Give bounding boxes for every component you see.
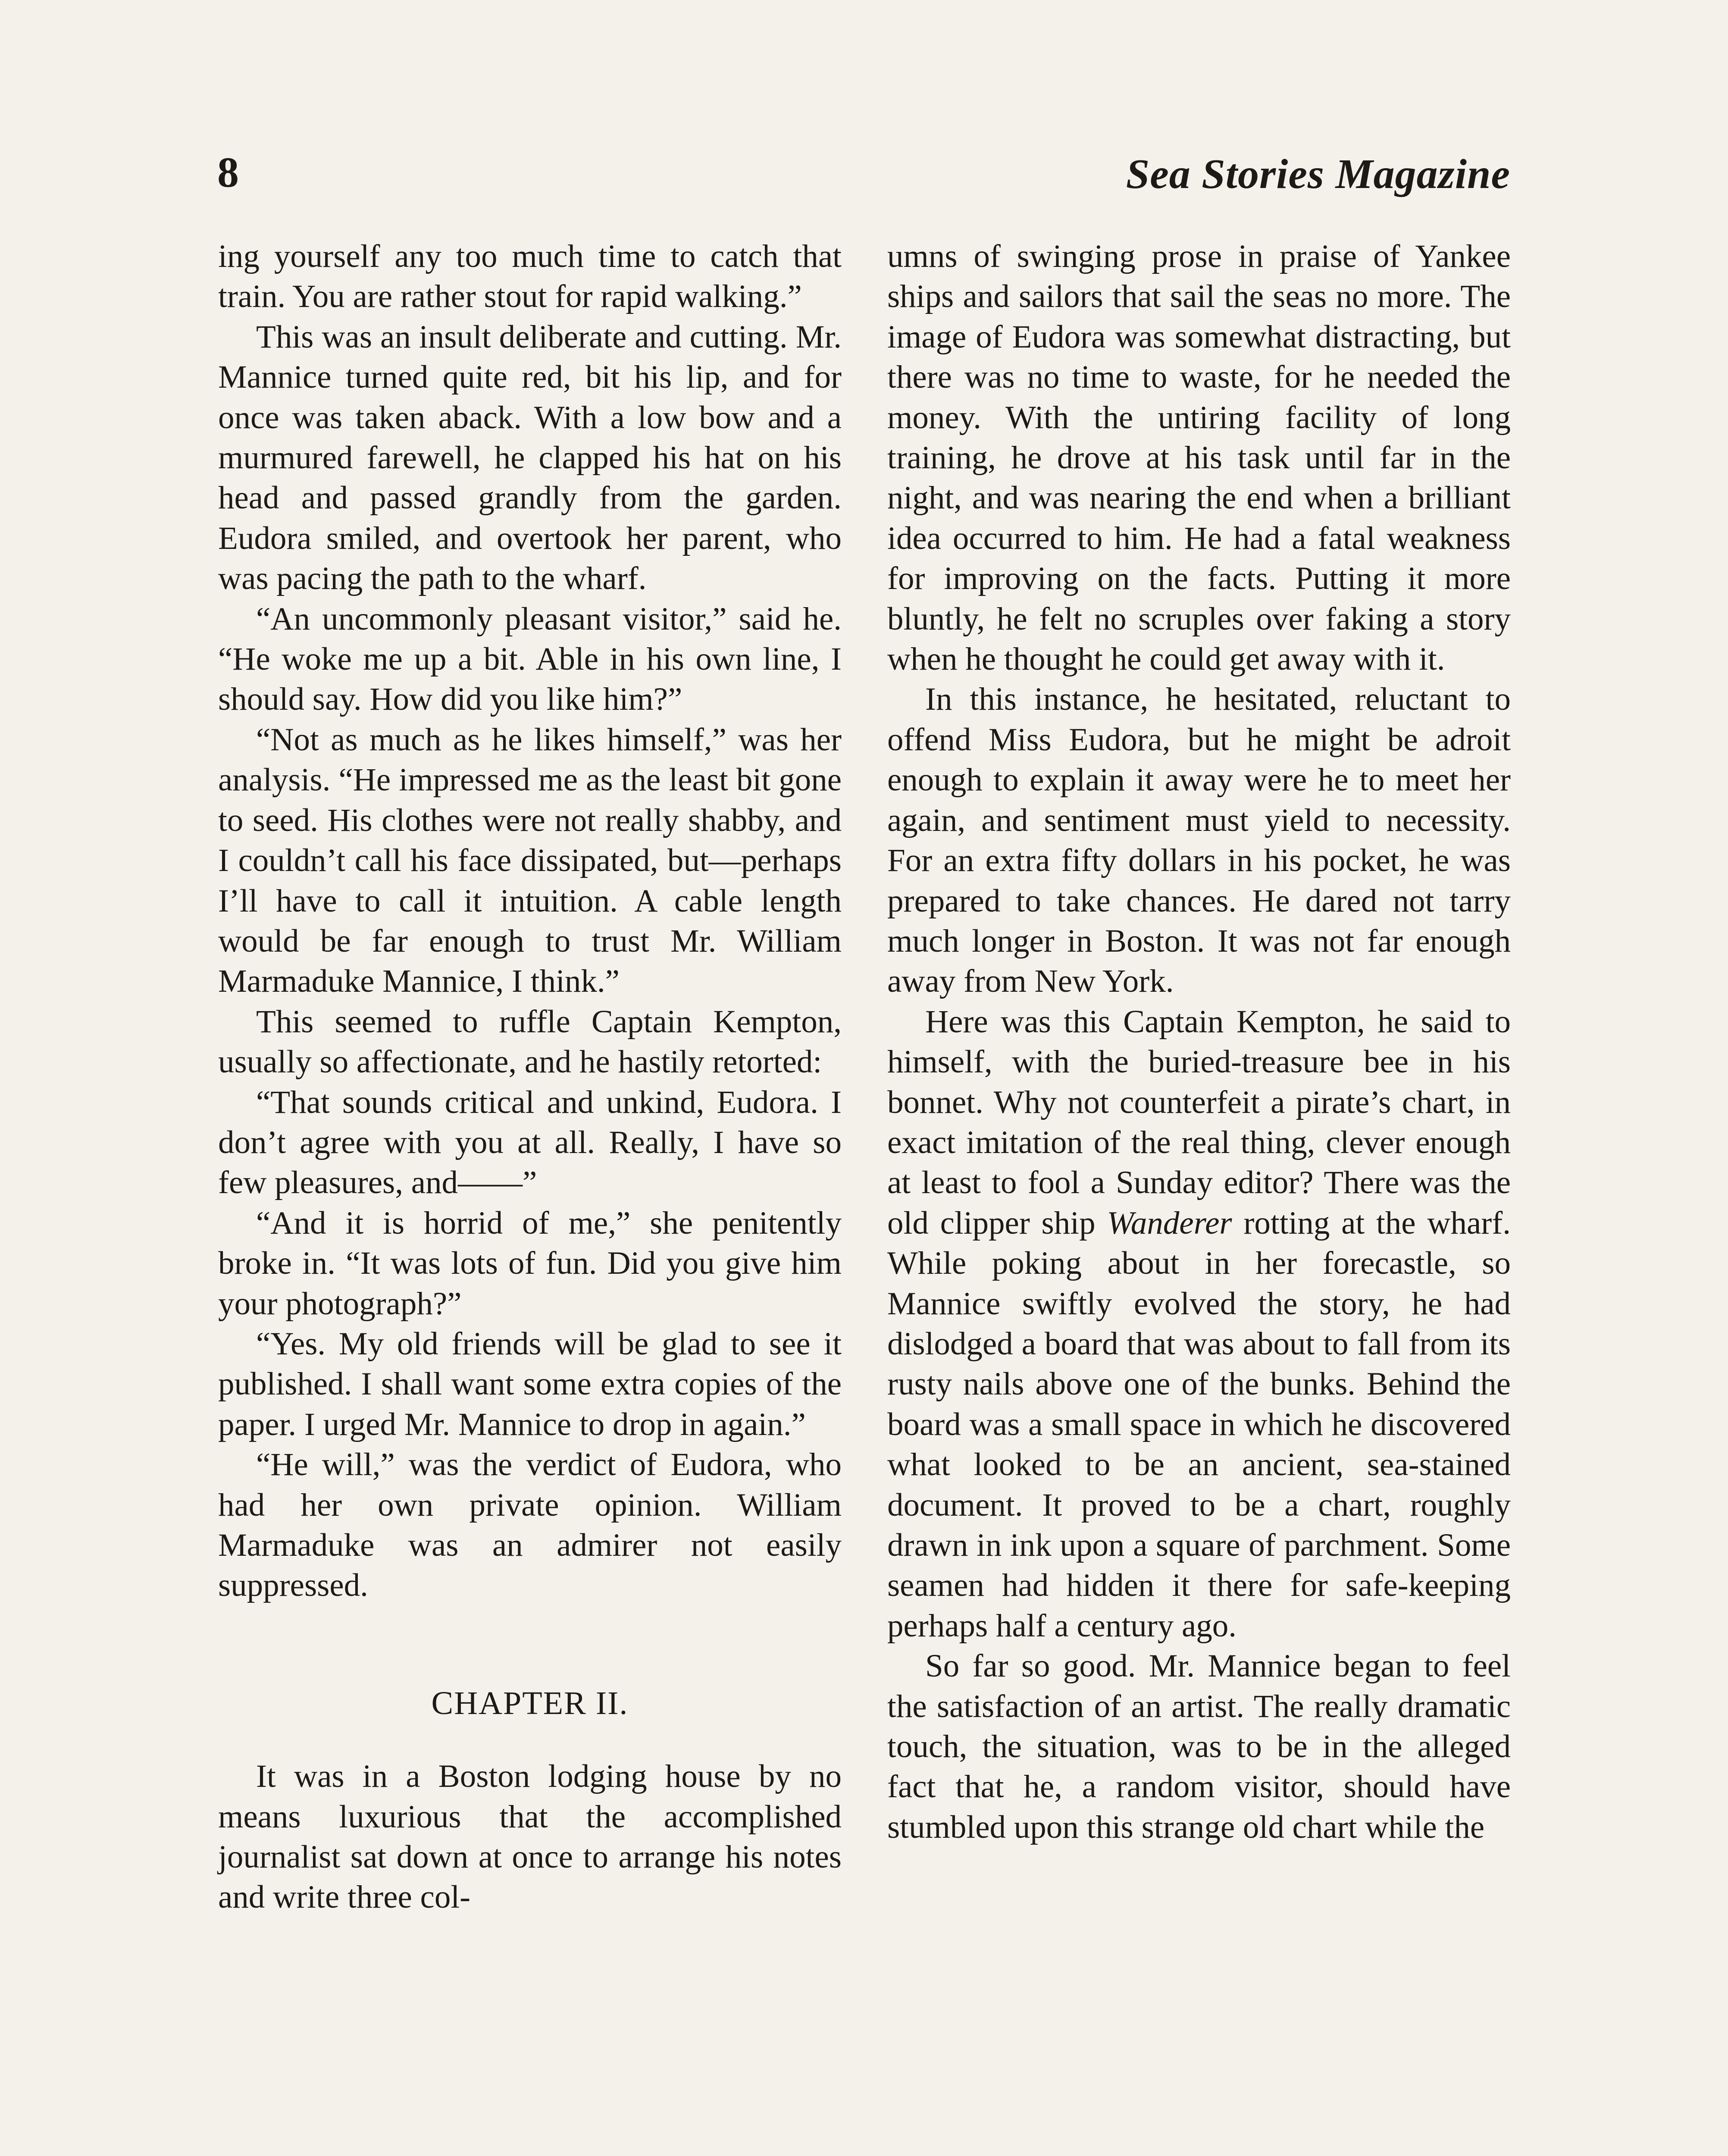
paragraph: “Not as much as he likes himself,” was her analysis. “He impressed me as the least bit gone to seed. His clothes were not really shabby, and I couldn’t call his face dissipated, but—perhaps I’ll have to call it intuition. A cable length would be far enough to trust Mr. William Marmaduke Mannice, I think.” [218,721,842,1000]
paragraph: “He will,” was the verdict of Eudora, who had her own private opinion. William Marmaduke was an admirer not easily suppressed. [218,1447,842,1604]
paragraph: This seemed to ruffle Captain Kempton, usually so affectionate, and he hastily retorted: [218,1003,842,1080]
paragraph: “And it is horrid of me,” she penitently broke in. “It was lots of fun. Did you give him your photograph?” [218,1205,842,1322]
paragraph: ing yourself any too much time to catch that train. You are rather stout for rapid walking.” [218,238,842,315]
paragraph: “An uncommonly pleasant visitor,” said he. “He woke me up a bit. Able in his own line, I should say. How did you like him?” [218,601,842,718]
running-title: Sea Stories Magazine [1126,151,1510,197]
paragraph: “Yes. My old friends will be glad to see it published. I shall want some extra copies of the paper. I urged Mr. Mannice to drop in again.” [218,1326,842,1442]
paragraph: umns of swinging prose in praise of Yankee ships and sailors that sail the seas no more. The image of Eudora was somewhat distracting, but there was no time to waste, for he needed the money. With the untiring facility of long training, he drove at his task until far in the night, and was nearing the end when a brilliant idea occurred to him. He had a fatal weakness for improving on the facts. Putting it more bluntly, he felt no scruples over faking a story when he thought he could get away with it. [887,238,1511,677]
paragraph: “That sounds critical and unkind, Eudora. I don’t agree with you at all. Really, I have so few pleasures, and——” [218,1084,842,1201]
paragraph: So far so good. Mr. Mannice began to feel the satisfaction of an artist. The really dramatic touch, the situation, was to be in the alleged fact that he, a random visitor, should have stumbled upon this strange old chart while the [887,1648,1511,1845]
page-number: 8 [217,148,239,196]
paragraph-text: rotting at the wharf. While poking about in her forecastle, so Mannice swiftly evolved the story, he had dislodged a board that was about to fall from its rusty nails above one of the bunks. Behind the board was a small space in which he discovered what looked to be an ancient, sea-stained document. It proved to be a chart, roughly drawn in ink upon a square of parchment. Some seamen had hidden it there for safe-keeping perhaps half a century ago. [887,1205,1511,1644]
chapter-heading: CHAPTER II. [431,1685,629,1721]
right-column [887,236,1511,1847]
paragraph: This was an insult deliberate and cutting. Mr. Mannice turned quite red, bit his lip, and for once was taken aback. With a low bow and a murmured farewell, he clapped his hat on his head and passed grandly from the garden. Eudora smiled, and overtook her parent, who was pacing the path to the wharf. [218,319,842,597]
left-column [218,236,842,1918]
paragraph: In this instance, he hesitated, reluctant to offend Miss Eudora, but he might be adroit enough to explain it away were he to meet her again, and sentiment must yield to necessity. For an extra fifty dollars in his pocket, he was prepared to take chances. He dared not tarry much longer in Boston. It was not far enough away from New York. [887,681,1511,1000]
paragraph-text: Here was this Captain Kempton, he said to himself, with the buried-treasure bee in his bonnet. Why not counterfeit a pirate’s chart, in exact imitation of the real thing, clever enough at least to fool a Sunday editor? There was the old clipper ship [887,1003,1511,1241]
paragraph [887,1002,1511,1646]
paragraph: It was in a Boston lodging house by no means luxurious that the accomplished journalist sat down at once to arrange his notes and write three col- [218,1758,842,1915]
ship-name: Wanderer [1107,1205,1232,1241]
